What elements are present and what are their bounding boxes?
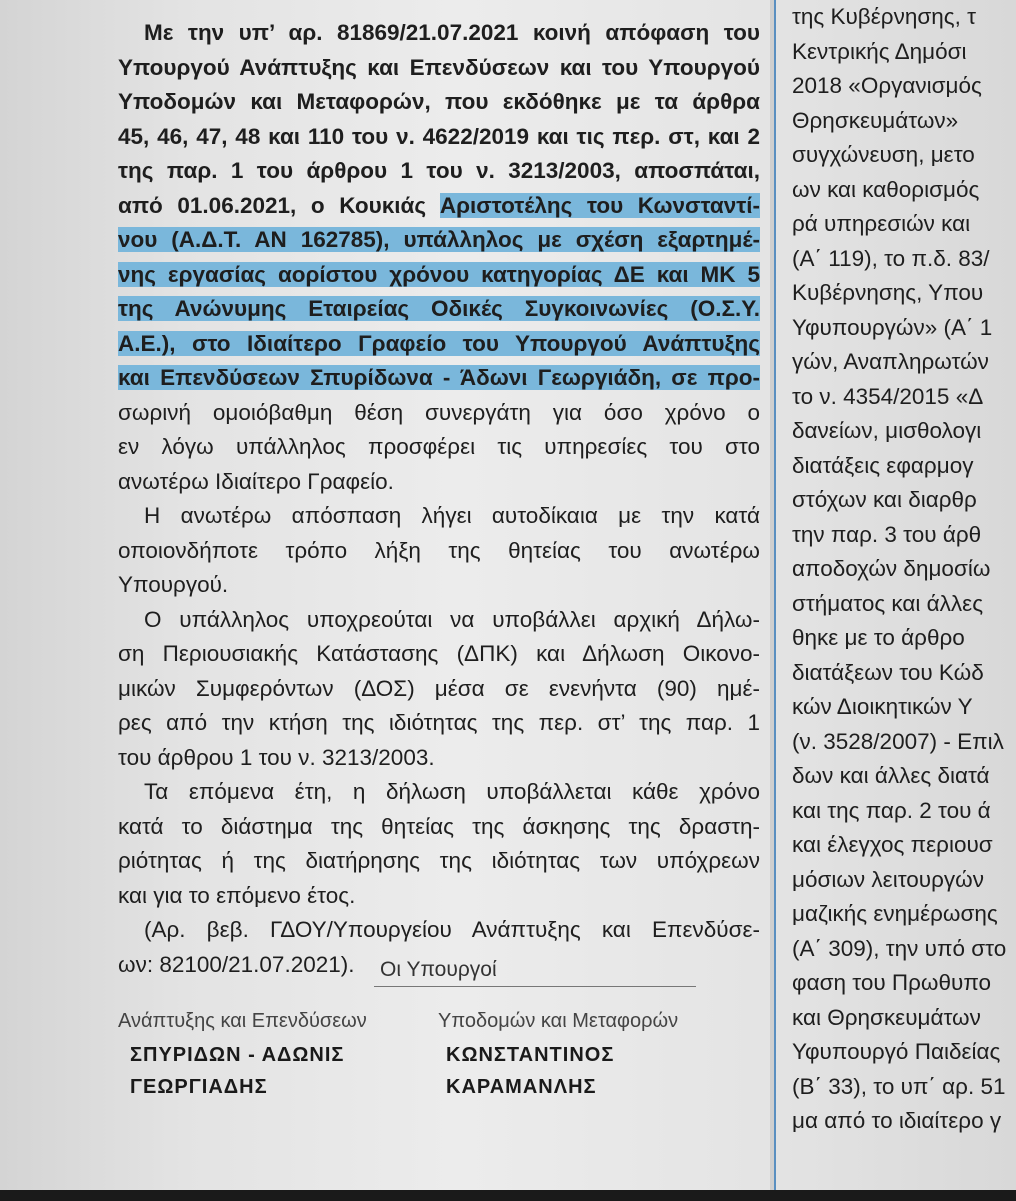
text-segment: Υποδομών και Μεταφορών, που εκδόθηκε με τα άρθρα	[118, 89, 760, 114]
text-line	[118, 361, 760, 396]
adjacent-text-line: γών, Αναπληρωτών	[792, 349, 989, 374]
adjacent-text-line: ρά υπηρεσιών και	[792, 211, 971, 236]
text-segment: οποιονδήποτε τρόπο λήξη της θητείας του ανωτέρω	[118, 537, 760, 563]
text-segment: εν λόγω υπάλληλος προσφέρει τις υπηρεσίες του στο	[118, 434, 760, 459]
text-line	[118, 672, 760, 707]
minister-development-name-line2: ΓΕΩΡΓΙΑΔΗΣ	[130, 1076, 268, 1098]
text-segment: κατά το διάστημα της θητείας της άσκησης της δραστη-	[118, 813, 760, 839]
text-segment: ανωτέρω Ιδιαίτερο Γραφείο.	[118, 468, 394, 494]
text-line	[118, 603, 760, 638]
text-segment: Υπουργού.	[118, 572, 229, 597]
text-segment: 45, 46, 47, 48 και 110 του ν. 4622/2019 και τις περ. στ, και 2	[118, 123, 760, 149]
text-line	[118, 258, 760, 293]
highlighted-text: Αριστοτέλης του Κωνσταντί-	[439, 192, 760, 218]
text-segment: μικών Συμφερόντων (ΔΟΣ) μέσα σε ενενήντα (90) ημέ-	[118, 675, 760, 701]
adjacent-text-line: δανείων, μισθολογι	[792, 418, 982, 443]
text-line	[118, 85, 760, 120]
text-line	[118, 534, 760, 569]
minister-infrastructure-name-line1: ΚΩΝΣΤΑΝΤΙΝΟΣ	[446, 1044, 615, 1066]
highlighted-text: νου (Α.Δ.Τ. ΑΝ 162785), υπάλληλος με σχέση εξαρτημέ-	[118, 227, 760, 252]
screen-bottom-edge	[0, 1190, 1016, 1201]
adjacent-text-line: θηκε με το άρθρο	[792, 625, 965, 650]
adjacent-text-line: μόσιων λειτουργών	[792, 866, 984, 892]
minister-infrastructure-name-line2: ΚΑΡΑΜΑΝΛΗΣ	[446, 1076, 597, 1098]
adjacent-text-line: (Α΄ 309), την υπό στο	[792, 935, 1007, 961]
text-line	[118, 223, 760, 258]
adjacent-text-line: συγχώνευση, μετο	[792, 142, 975, 167]
decision-text-column	[118, 16, 760, 982]
text-line	[118, 189, 760, 224]
ministry-development-label: Ανάπτυξης και Επενδύσεων	[118, 1010, 367, 1032]
text-line	[118, 120, 760, 155]
adjacent-text-line: της Κυβέρνησης, τ	[792, 4, 976, 29]
adjacent-text-line: και έλεγχος περιουσ	[792, 832, 993, 857]
text-line	[118, 430, 760, 465]
text-segment: από 01.06.2021, ο Κουκιάς	[118, 192, 440, 218]
text-line	[118, 16, 760, 51]
highlighted-text: της Ανώνυμης Εταιρείας Οδικές Συγκοινωνίες (Ο.Σ.Υ.	[118, 296, 760, 321]
text-segment: ρες από την κτήση της ιδιότητας της περ. στ’ της παρ. 1	[118, 710, 760, 735]
text-segment: της παρ. 1 του άρθρου 1 του ν. 3213/2003, αποσπάται,	[118, 158, 760, 183]
text-segment: και για το επόμενο έτος.	[118, 882, 356, 908]
adjacent-text-line: διατάξεων του Κώδ	[792, 659, 984, 685]
adjacent-text-line: (Β΄ 33), το υπ΄ αρ. 51	[792, 1073, 1006, 1099]
text-segment: Υπουργού Ανάπτυξης και Επενδύσεων και του Υπουργού	[118, 54, 760, 80]
adjacent-text-line: δων και άλλες διατά	[792, 763, 990, 788]
highlighted-text: και Επενδύσεων Σπυρίδωνα - Άδωνι Γεωργιάδη, σε προ-	[118, 365, 760, 390]
adjacent-text-line: Υφυπουργό Παιδείας	[792, 1039, 1001, 1064]
text-line	[118, 499, 760, 534]
text-line	[118, 879, 760, 914]
adjacent-text-line: (Α΄ 119), το π.δ. 83/	[792, 245, 990, 271]
text-segment: Ο υπάλληλος υποχρεούται να υποβάλλει αρχική Δήλω-	[144, 606, 760, 632]
adjacent-text-line: (ν. 3528/2007) - Επιλ	[792, 728, 1004, 754]
text-segment: ων: 82100/21.07.2021).	[118, 951, 355, 977]
adjacent-text-line: την παρ. 3 του άρθ	[792, 521, 982, 547]
text-line	[118, 568, 760, 603]
text-line	[118, 706, 760, 741]
adjacent-text-line: μα από το ιδιαίτερο γ	[792, 1108, 1002, 1133]
adjacent-text-line: Θρησκευμάτων»	[792, 107, 959, 133]
adjacent-text-line: στήματος και άλλες	[792, 590, 984, 616]
highlighted-text: Α.Ε.), στο Ιδιαίτερο Γραφείο του Υπουργού Ανάπτυξης	[118, 330, 760, 356]
text-line	[118, 913, 760, 948]
text-line	[118, 741, 760, 776]
text-line	[118, 637, 760, 672]
text-line	[118, 465, 760, 500]
minister-development-name-line1: ΣΠΥΡΙΔΩΝ - ΑΔΩΝΙΣ	[130, 1044, 345, 1066]
highlighted-text: νης εργασίας αορίστου χρόνου κατηγορίας ΔΕ και ΜΚ 5	[118, 261, 760, 287]
adjacent-text-line: το ν. 4354/2015 «Δ	[792, 383, 984, 409]
text-line	[118, 775, 760, 810]
adjacent-text-line: Υφυπουργών» (Α΄ 1	[792, 314, 993, 340]
text-line	[118, 154, 760, 189]
adjacent-text-line: Κεντρικής Δημόσι	[792, 38, 967, 64]
text-segment: σωρινή ομοιόβαθμη θέση συνεργάτη για όσο χρόνο ο	[118, 399, 760, 425]
adjacent-text-line: διατάξεις εφαρμογ	[792, 452, 974, 478]
text-segment: (Αρ. βεβ. ΓΔΟΥ/Υπουργείου Ανάπτυξης και Επενδύσε-	[144, 917, 760, 942]
text-segment: Τα επόμενα έτη, η δήλωση υποβάλλεται κάθε χρόνο	[144, 779, 760, 804]
adjacent-text-line: και Θρησκευμάτων	[792, 1004, 981, 1030]
adjacent-text-line: στόχων και διαρθρ	[792, 487, 977, 512]
text-line	[118, 51, 760, 86]
text-line	[118, 396, 760, 431]
text-line	[118, 292, 760, 327]
text-segment: ση Περιουσιακής Κατάστασης (ΔΠΚ) και Δήλωση Οικονο-	[118, 641, 760, 666]
adjacent-text-line: 2018 «Οργανισμός	[792, 73, 982, 98]
adjacent-text-line: αποδοχών δημοσίω	[792, 556, 991, 581]
adjacent-text-line: ων και καθορισμός	[792, 176, 980, 202]
text-line	[118, 810, 760, 845]
text-segment: του άρθρου 1 του ν. 3213/2003.	[118, 744, 435, 770]
signatures-title: Οι Υπουργοί	[380, 958, 497, 981]
text-line	[118, 327, 760, 362]
text-segment: ριότητας ή της διατήρησης της ιδιότητας των υπόχρεων	[118, 848, 760, 873]
text-line	[118, 844, 760, 879]
adjacent-text-line: φαση του Πρωθυπο	[792, 970, 992, 995]
adjacent-text-line: μαζικής ενημέρωσης	[792, 901, 998, 926]
adjacent-text-line: και της παρ. 2 του ά	[792, 797, 991, 823]
adjacent-text-column	[792, 0, 1016, 1139]
ministry-infrastructure-label: Υποδομών και Μεταφορών	[438, 1010, 679, 1032]
text-segment: Με την υπ’ αρ. 81869/21.07.2021 κοινή απόφαση του	[144, 20, 760, 45]
adjacent-text-line: Κυβέρνησης, Υπου	[792, 280, 984, 305]
column-divider	[774, 0, 776, 1190]
adjacent-text-line: κών Διοικητικών Υ	[792, 694, 973, 719]
text-segment: Η ανωτέρω απόσπαση λήγει αυτοδίκαια με την κατά	[144, 503, 760, 528]
signatures-title-underline	[374, 986, 696, 987]
